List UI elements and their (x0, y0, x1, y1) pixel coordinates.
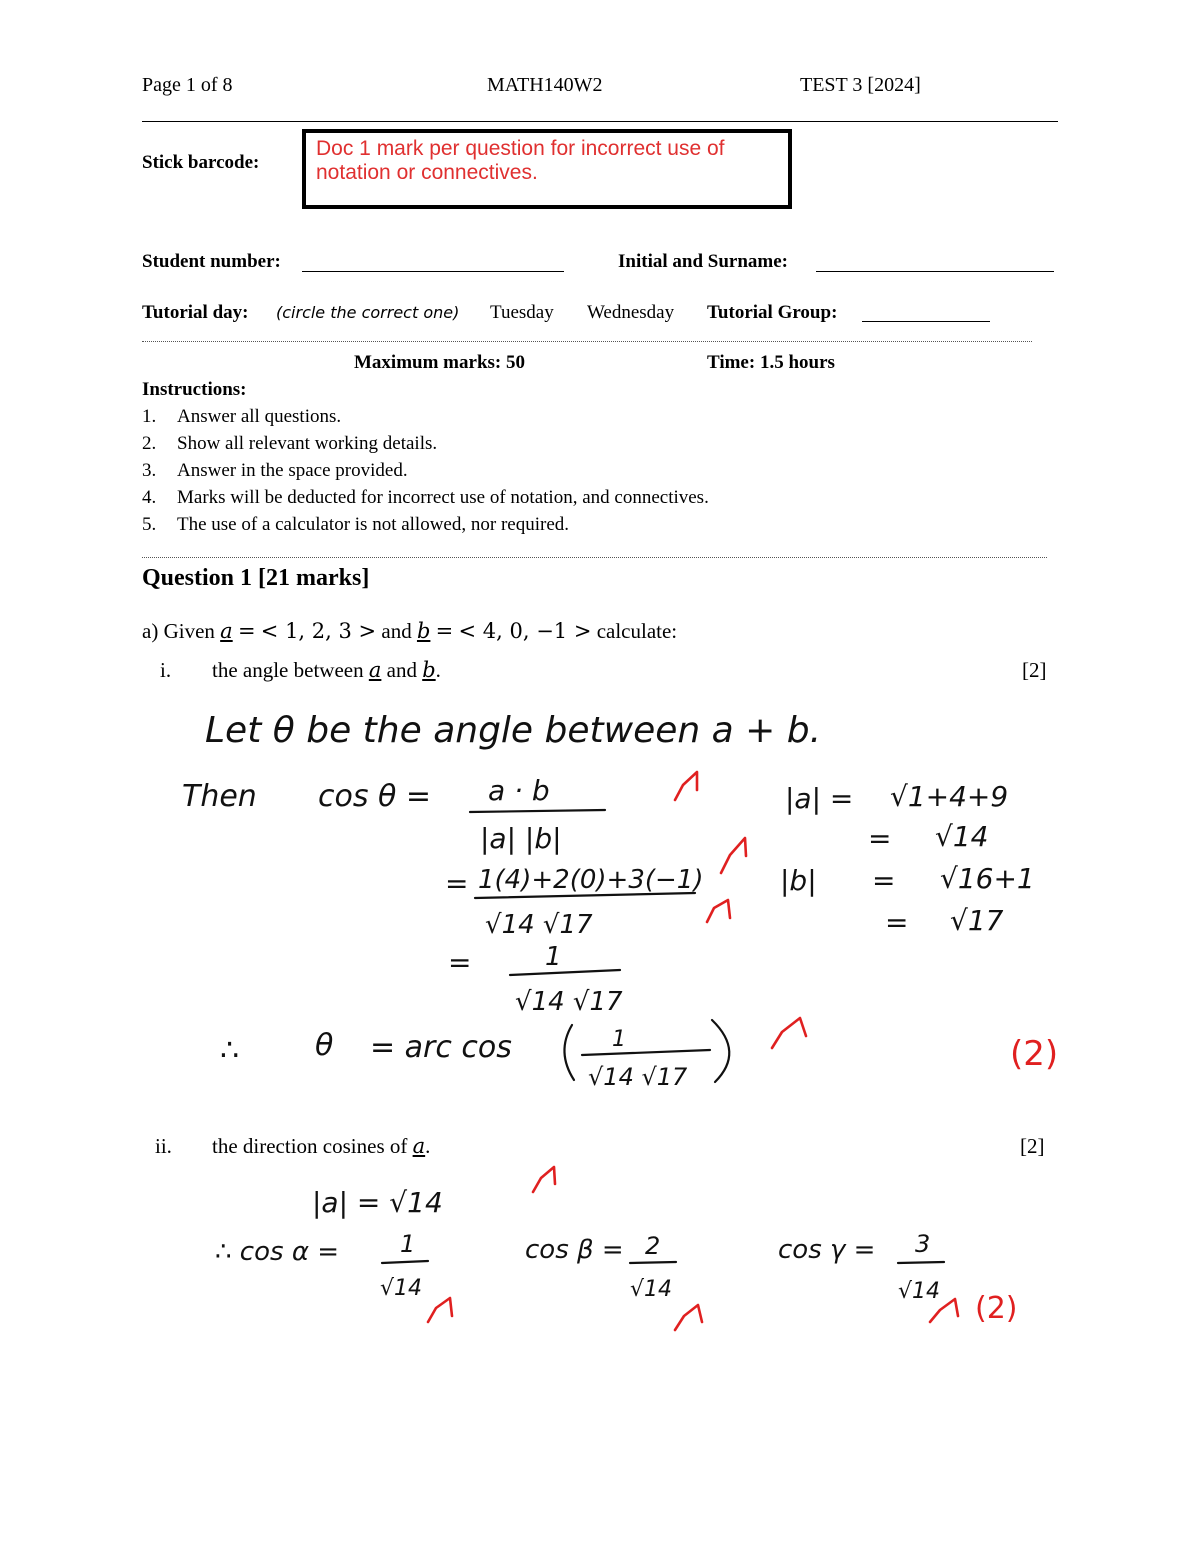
hw-cos-beta-den: √14 (630, 1277, 673, 1302)
tutorial-group-label: Tutorial Group: (707, 302, 838, 323)
tick-mark (428, 1298, 452, 1322)
hw-eq: = (885, 906, 909, 939)
test-title: TEST 3 [2024] (800, 74, 921, 96)
hw-mod-a-val2: √14 (935, 820, 989, 853)
hw-eq: = (445, 867, 469, 900)
student-number-label: Student number: (142, 251, 281, 272)
hw-eq: = (448, 946, 472, 979)
day-wednesday[interactable]: Wednesday (587, 302, 675, 323)
hw-arccos-bar (582, 1050, 710, 1055)
hw-cos-gamma: cos γ = (778, 1235, 876, 1265)
hw-cos-alpha-den: √14 (380, 1276, 423, 1301)
day-tuesday[interactable]: Tuesday (490, 302, 554, 323)
score-part-i: (2) (1010, 1034, 1059, 1074)
hw-eq: = (872, 864, 896, 897)
hw-line1: Let θ be the angle between a + b. (205, 710, 822, 751)
instruction-item: 5. The use of a calculator is not allowed, nor required. (142, 514, 569, 535)
part-ii-label: ii. (155, 1134, 172, 1158)
hw-mod-a-val1: √1+4+9 (890, 780, 1009, 813)
part-ii-marks: [2] (1020, 1134, 1045, 1158)
tick-mark (772, 1018, 806, 1048)
instruction-item: 2. Show all relevant working details. (142, 433, 438, 454)
score-part-ii: (2) (975, 1291, 1018, 1326)
hw-cos-gamma-den: √14 (898, 1279, 941, 1304)
hw-cos-beta: cos β = (525, 1235, 624, 1265)
hw-arccos-num: 1 (612, 1027, 626, 1052)
hw-cos-gamma-bar (898, 1262, 944, 1263)
tick-mark (707, 900, 730, 922)
hw-frac3-den: √14 √17 (515, 987, 623, 1017)
tick-mark (533, 1167, 555, 1192)
time-allowed: Time: 1.5 hours (707, 352, 835, 373)
hw-mod-a: |a| = (785, 782, 854, 815)
hw-cos-beta-num: 2 (645, 1232, 661, 1260)
hw-frac3-num: 1 (545, 942, 562, 972)
hw-eq: = (868, 822, 892, 855)
part-a-label: a) (142, 619, 159, 643)
hw-then: Then (182, 779, 257, 814)
tick-mark (721, 838, 746, 873)
hw-cos-theta: cos θ = (318, 779, 432, 814)
part-i-text: the angle between a and b. (212, 658, 441, 682)
part-a-statement: a) Given a = < 1, 2, 3 > and b = < 4, 0, −1 > calculate: (142, 619, 678, 643)
hw-frac1-den: |a| |b| (480, 822, 562, 855)
instructions-title: Instructions: (142, 379, 247, 400)
course-code: MATH140W2 (487, 74, 603, 96)
question-title: Question 1 [21 marks] (142, 565, 370, 591)
hw-theta: θ (315, 1028, 334, 1063)
hw-arccos: = arc cos (370, 1030, 512, 1065)
hw-ii-mod-a: |a| = √14 (312, 1186, 443, 1219)
instruction-item: 3. Answer in the space provided. (142, 460, 408, 481)
page-number: Page 1 of 8 (142, 74, 233, 96)
instruction-item: 4. Marks will be deducted for incorrect use of notation, and connectives. (142, 487, 709, 508)
hw-cos-alpha-num: 1 (400, 1230, 416, 1258)
hw-mod-b: |b| (780, 864, 817, 897)
hw-mod-b-val1: √16+1 (940, 862, 1035, 895)
hw-cos-alpha-bar (382, 1261, 428, 1263)
part-i-marks: [2] (1022, 658, 1047, 682)
instruction-item: 1. Answer all questions. (142, 406, 342, 427)
vector-a: a (220, 619, 233, 643)
tutorial-day-label: Tutorial day: (142, 302, 249, 323)
hw-frac1-num: a · b (488, 774, 550, 807)
hw-cos-beta-bar (630, 1262, 676, 1263)
tick-mark (675, 772, 697, 800)
tick-mark (675, 1305, 702, 1330)
vector-a-value: < 1, 2, 3 > (260, 619, 377, 643)
hw-arccos-den: √14 √17 (588, 1063, 688, 1091)
hw-frac1-bar (470, 810, 605, 812)
name-label: Initial and Surname: (618, 251, 788, 272)
tutorial-hint: (circle the correct one) (276, 303, 460, 322)
hw-paren-left (564, 1025, 574, 1080)
hw-cos-gamma-num: 3 (915, 1230, 931, 1258)
part-i-label: i. (160, 658, 172, 682)
part-ii-text: the direction cosines of a. (212, 1134, 431, 1158)
hw-paren-right (712, 1020, 729, 1082)
hw-cos-alpha: ∴ cos α = (215, 1237, 340, 1267)
hw-frac2-num: 1(4)+2(0)+3(−1) (478, 865, 704, 895)
hw-therefore: ∴ (220, 1033, 240, 1068)
hw-frac2-den: √14 √17 (485, 910, 593, 940)
vector-b-value: < 4, 0, −1 > (458, 619, 592, 643)
vector-b: b (416, 619, 431, 643)
hw-frac3-bar (510, 970, 620, 975)
barcode-label: Stick barcode: (142, 152, 260, 173)
max-marks: Maximum marks: 50 (354, 352, 525, 373)
hw-mod-b-val2: √17 (950, 904, 1004, 937)
marking-note: Doc 1 mark per question for incorrect use of notation or connectives. (316, 137, 725, 184)
